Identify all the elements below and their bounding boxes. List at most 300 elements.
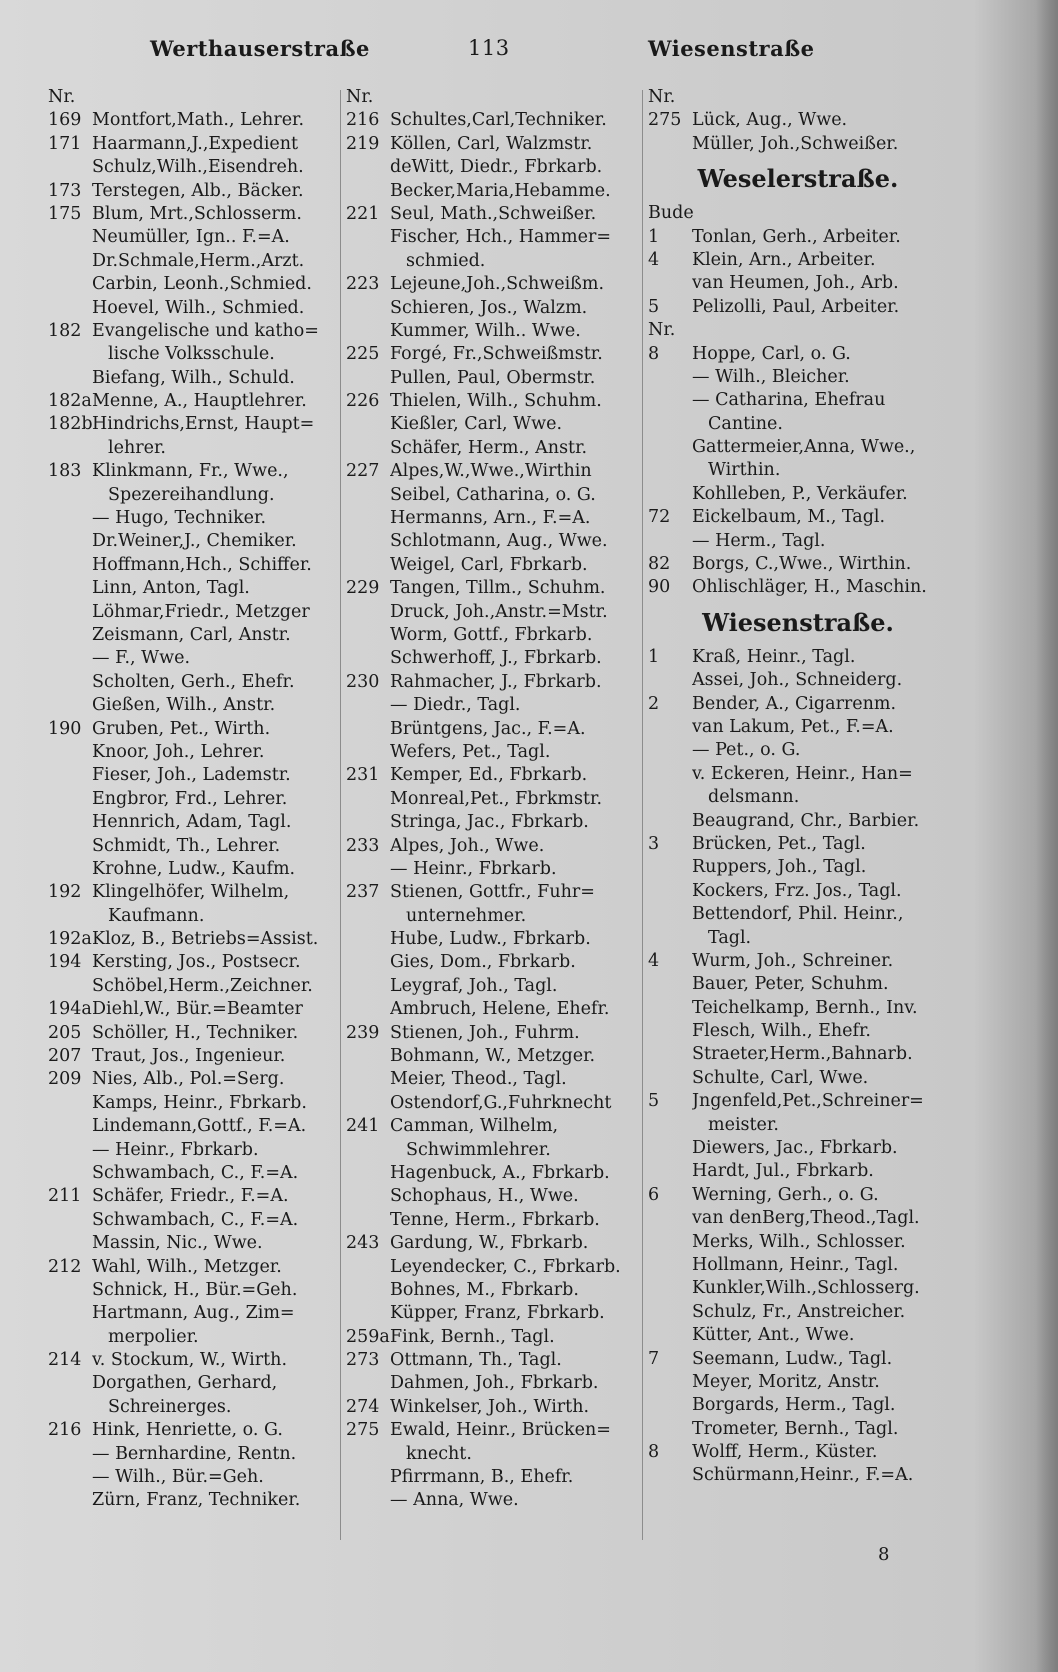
directory-entry <box>346 647 636 670</box>
house-number <box>648 1043 692 1066</box>
resident-entry: Bohnes, M., Fbrkarb. <box>390 1279 579 1300</box>
resident-entry: — Wilh., Bür.=Geh. <box>92 1467 264 1488</box>
resident-entry: Thielen, Wilh., Schuhm. <box>390 391 602 412</box>
resident-entry: Stringa, Jac., Fbrkarb. <box>390 812 589 833</box>
directory-entry <box>648 1254 948 1277</box>
resident-entry: Worm, Gottf., Fbrkarb. <box>390 624 593 645</box>
resident-entry: Müller, Joh.,Schweißer. <box>692 133 899 154</box>
directory-entry <box>346 998 636 1021</box>
resident-entry: Stienen, Joh., Fuhrm. <box>390 1022 580 1043</box>
resident-entry: v. Eckeren, Heinr., Han= <box>692 763 913 784</box>
directory-entry <box>346 601 636 624</box>
directory-entry <box>648 1067 948 1090</box>
resident-entry: Flesch, Wilh., Ehefr. <box>692 1021 871 1042</box>
directory-entry <box>346 1443 636 1466</box>
directory-entry <box>346 1466 636 1489</box>
house-number <box>648 133 692 156</box>
directory-entry <box>48 741 338 764</box>
resident-entry: Hindrichs,Ernst, Haupt= <box>92 414 315 435</box>
directory-entry <box>48 1068 338 1091</box>
directory-entry <box>48 1045 338 1068</box>
resident-entry: Straeter,Herm.,Bahnarb. <box>692 1044 913 1065</box>
house-number: 192 <box>48 882 82 903</box>
directory-entry <box>648 202 948 225</box>
directory-entry <box>346 1419 636 1442</box>
directory-entry <box>346 1256 636 1279</box>
resident-entry: Dr.Schmale,Herm.,Arzt. <box>92 250 305 271</box>
directory-entry <box>48 928 338 951</box>
resident-entry: Terstegen, Alb., Bäcker. <box>92 180 304 201</box>
resident-entry: Druck, Joh.,Anstr.=Mstr. <box>390 601 608 622</box>
house-number <box>648 1464 692 1487</box>
resident-entry: Kemper, Ed., Fbrkarb. <box>390 765 588 786</box>
directory-entry <box>48 484 338 507</box>
resident-entry: Haarmann,J.,Expedient <box>92 133 299 154</box>
directory-entry <box>346 741 636 764</box>
resident-entry: Becker,Maria,Hebamme. <box>390 180 611 201</box>
resident-entry: van Heumen, Joh., Arb. <box>692 273 899 294</box>
house-number <box>48 577 92 600</box>
resident-entry: Evangelische und katho= <box>92 320 319 341</box>
directory-entry <box>48 297 338 320</box>
house-number <box>48 788 92 811</box>
house-number: 190 <box>48 718 82 739</box>
directory-entry <box>648 576 948 599</box>
resident-entry: Meyer, Moritz, Anstr. <box>692 1371 880 1392</box>
directory-entry <box>48 109 338 132</box>
directory-entry <box>48 671 338 694</box>
directory-entry <box>48 1419 338 1442</box>
resident-entry: Weigel, Carl, Fbrkarb. <box>390 554 588 575</box>
resident-entry: Seemann, Ludw., Tagl. <box>692 1348 893 1369</box>
resident-entry: Nies, Alb., Pol.=Serg. <box>92 1069 285 1090</box>
directory-entry <box>48 975 338 998</box>
directory-entry <box>48 507 338 530</box>
house-number <box>648 1371 692 1394</box>
house-number: 5 <box>648 1091 660 1112</box>
directory-entry <box>48 1209 338 1232</box>
house-number: 231 <box>346 765 380 786</box>
directory-entry <box>346 1115 636 1138</box>
resident-entry: Tangen, Tillm., Schuhm. <box>390 578 606 599</box>
resident-entry: Borgs, C.,Wwe., Wirthin. <box>692 554 912 575</box>
resident-entry: Gießen, Wilh., Anstr. <box>92 695 276 716</box>
house-number <box>346 788 390 811</box>
directory-entry <box>648 856 948 879</box>
directory-entry <box>648 1114 948 1137</box>
house-number <box>346 250 390 273</box>
directory-entry <box>648 249 948 272</box>
directory-entry <box>346 764 636 787</box>
directory-entry <box>346 250 636 273</box>
directory-entry <box>346 905 636 928</box>
house-number: 243 <box>346 1233 380 1254</box>
house-number <box>346 601 390 624</box>
house-number: 169 <box>48 110 82 131</box>
house-number <box>346 507 390 530</box>
resident-entry: Winkelser, Joh., Wirth. <box>390 1396 590 1417</box>
directory-entry <box>648 1184 948 1207</box>
directory-entry <box>648 997 948 1020</box>
house-number <box>48 624 92 647</box>
resident-entry: Lejeune,Joh.,Schweißm. <box>390 274 605 295</box>
house-number <box>346 647 390 670</box>
directory-entry <box>346 928 636 951</box>
resident-entry: Kraß, Heinr., Tagl. <box>692 646 856 667</box>
resident-entry: Eickelbaum, M., Tagl. <box>692 507 886 528</box>
directory-entry <box>48 951 338 974</box>
directory-entry <box>346 718 636 741</box>
directory-entry <box>346 694 636 717</box>
resident-entry: Alpes, Joh., Wwe. <box>390 835 545 856</box>
directory-entry <box>346 881 636 904</box>
resident-entry: Alpes,W.,Wwe.,Wirthin <box>390 461 592 482</box>
resident-entry: Spezereihandlung. <box>108 484 275 505</box>
house-number <box>346 413 390 436</box>
resident-entry: Dr.Weiner,J., Chemiker. <box>92 531 297 552</box>
house-number <box>48 1279 92 1302</box>
resident-entry: Schulz,Wilh.,Eisendreh. <box>92 157 304 178</box>
directory-entry <box>346 86 636 109</box>
house-number: 219 <box>346 133 380 154</box>
house-number: 1 <box>648 226 660 247</box>
resident-entry <box>694 202 948 225</box>
directory-entry <box>648 272 948 295</box>
resident-entry: Schwambach, C., F.=A. <box>92 1209 299 1230</box>
directory-entry <box>346 1162 636 1185</box>
resident-entry: Ottmann, Th., Tagl. <box>390 1350 562 1371</box>
house-number <box>648 1324 692 1347</box>
resident-entry: Brüntgens, Jac., F.=A. <box>390 718 586 739</box>
house-number: 8 <box>648 1442 660 1463</box>
house-number <box>648 459 692 482</box>
house-number <box>648 436 692 459</box>
directory-entry <box>648 226 948 249</box>
directory-entry <box>346 858 636 881</box>
resident-entry: Massin, Nic., Wwe. <box>92 1233 263 1254</box>
resident-entry: Klinkmann, Fr., Wwe., <box>92 461 289 482</box>
resident-entry: schmied. <box>406 250 486 271</box>
running-header <box>150 36 950 72</box>
directory-entry <box>346 484 636 507</box>
resident-entry: Diewers, Jac., Fbrkarb. <box>692 1138 898 1159</box>
resident-entry: Schlotmann, Aug., Wwe. <box>390 531 608 552</box>
house-number: 82 <box>648 554 671 575</box>
directory-entry <box>48 881 338 904</box>
directory-entry <box>346 1185 636 1208</box>
resident-entry: meister. <box>708 1114 779 1135</box>
resident-entry: Jngenfeld,Pet.,Schreiner= <box>692 1091 924 1112</box>
resident-entry: Tonlan, Gerh., Arbeiter. <box>692 226 901 247</box>
house-number <box>48 1232 92 1255</box>
house-number <box>346 1256 390 1279</box>
resident-entry: Zeismann, Carl, Anstr. <box>92 624 291 645</box>
house-number <box>48 507 92 530</box>
resident-entry: Traut, Jos., Ingenieur. <box>92 1046 286 1067</box>
resident-entry: Bohmann, W., Metzger. <box>390 1046 596 1067</box>
directory-entry <box>48 320 338 343</box>
directory-entry <box>648 763 948 786</box>
house-number <box>346 554 390 577</box>
resident-entry: Schäfer, Friedr., F.=A. <box>92 1186 289 1207</box>
directory-entry <box>48 554 338 577</box>
resident-entry: Kütter, Ant., Wwe. <box>692 1325 855 1346</box>
resident-entry: Schäfer, Herm., Anstr. <box>390 437 588 458</box>
directory-entry <box>346 1349 636 1372</box>
house-number <box>48 811 92 834</box>
house-number <box>346 180 390 203</box>
directory-entry <box>346 1209 636 1232</box>
directory-entry <box>346 460 636 483</box>
header-left-street: Werthauserstraße <box>150 36 370 61</box>
directory-entry <box>648 296 948 319</box>
directory-entry <box>648 506 948 529</box>
house-number <box>48 741 92 764</box>
directory-entry <box>48 1162 338 1185</box>
resident-entry: Biefang, Wilh., Schuld. <box>92 367 295 388</box>
directory-entry <box>48 1022 338 1045</box>
house-number <box>648 1067 692 1090</box>
house-number <box>346 530 390 553</box>
resident-entry: Tenne, Herm., Fbrkarb. <box>390 1209 600 1230</box>
resident-entry: Schöbel,Herm.,Zeichner. <box>92 975 313 996</box>
house-number <box>346 1092 390 1115</box>
directory-entry <box>648 1441 948 1464</box>
resident-entry: — Wilh., Bleicher. <box>692 366 850 387</box>
house-number <box>346 1443 390 1466</box>
directory-entry <box>48 86 338 109</box>
directory-entry <box>648 1231 948 1254</box>
directory-entry <box>346 343 636 366</box>
house-number <box>346 741 390 764</box>
resident-entry: Lindemann,Gottf., F.=A. <box>92 1116 307 1137</box>
resident-entry: — F., Wwe. <box>92 648 191 669</box>
directory-entry <box>48 1139 338 1162</box>
resident-entry: Pullen, Paul, Obermstr. <box>390 367 596 388</box>
directory-entry <box>648 1137 948 1160</box>
house-number: 230 <box>346 671 380 692</box>
street-name: Wiesenstraße. <box>702 607 894 637</box>
resident-entry: Schmidt, Th., Lehrer. <box>92 835 281 856</box>
house-number <box>346 156 390 179</box>
house-number: 207 <box>48 1046 82 1067</box>
house-number <box>346 858 390 881</box>
resident-entry: Gattermeier,Anna, Wwe., <box>692 437 916 458</box>
resident-entry: Pfirrmann, B., Ehefr. <box>390 1467 574 1488</box>
resident-entry: deWitt, Diedr., Fbrkarb. <box>390 157 603 178</box>
resident-entry <box>692 86 948 109</box>
resident-entry: Kockers, Frz. Jos., Tagl. <box>692 880 902 901</box>
directory-entry <box>648 1394 948 1417</box>
house-number: 216 <box>346 110 380 131</box>
house-number <box>346 226 390 249</box>
house-number: 7 <box>648 1348 660 1369</box>
resident-entry: Ambruch, Helene, Ehefr. <box>390 999 610 1020</box>
house-number: 4 <box>648 950 660 971</box>
directory-entry <box>48 1443 338 1466</box>
resident-entry: Bender, A., Cigarrenm. <box>692 693 897 714</box>
directory-column-1 <box>48 86 338 1513</box>
house-number: 233 <box>346 835 380 856</box>
house-number: 182b <box>48 414 93 435</box>
resident-entry: Teichelkamp, Bernh., Inv. <box>692 997 918 1018</box>
directory-entry <box>648 436 948 459</box>
directory-entry <box>648 950 948 973</box>
resident-entry: Kohlleben, P., Verkäufer. <box>692 483 908 504</box>
house-number: 273 <box>346 1350 380 1371</box>
resident-entry: lische Volksschule. <box>108 344 275 365</box>
directory-entry <box>648 319 948 342</box>
directory-entry <box>48 1489 338 1512</box>
directory-entry <box>346 530 636 553</box>
resident-entry: Knoor, Joh., Lehrer. <box>92 741 265 762</box>
directory-entry <box>48 367 338 390</box>
house-number <box>648 810 692 833</box>
resident-entry: Kersting, Jos., Postsecr. <box>92 952 301 973</box>
directory-entry <box>648 903 948 926</box>
directory-entry <box>648 553 948 576</box>
directory-entry <box>648 646 948 669</box>
directory-entry <box>48 694 338 717</box>
resident-entry <box>390 86 636 109</box>
directory-entry <box>346 1372 636 1395</box>
house-number <box>48 671 92 694</box>
house-number: 241 <box>346 1116 380 1137</box>
house-number <box>48 437 92 460</box>
directory-entry <box>346 297 636 320</box>
house-number <box>648 927 692 950</box>
house-number <box>48 835 92 858</box>
house-number <box>648 1114 692 1137</box>
directory-entry <box>48 250 338 273</box>
house-number: 194a <box>48 999 92 1020</box>
house-number <box>346 367 390 390</box>
directory-entry <box>648 810 948 833</box>
resident-entry: Hartmann, Aug., Zim= <box>92 1303 295 1324</box>
page-edge-shadow <box>1036 0 1058 1672</box>
house-number: Nr. <box>346 87 374 107</box>
house-number <box>346 905 390 928</box>
house-number <box>648 903 692 926</box>
directory-entry <box>648 109 948 132</box>
directory-entry <box>346 1139 636 1162</box>
resident-entry: Krohne, Ludw., Kaufm. <box>92 858 296 879</box>
house-number <box>48 1139 92 1162</box>
directory-entry <box>48 788 338 811</box>
directory-entry <box>48 1279 338 1302</box>
directory-entry <box>346 1068 636 1091</box>
resident-entry: Zürn, Franz, Techniker. <box>92 1490 301 1511</box>
directory-entry <box>346 109 636 132</box>
resident-entry: knecht. <box>406 1443 472 1464</box>
resident-entry: Leygraf, Joh., Tagl. <box>390 975 558 996</box>
directory-entry <box>48 133 338 156</box>
resident-entry: Schieren, Jos., Walzm. <box>390 297 588 318</box>
resident-entry: Gruben, Pet., Wirth. <box>92 718 271 739</box>
resident-entry: Hoevel, Wilh., Schmied. <box>92 297 305 318</box>
resident-entry: Leyendecker, C., Fbrkarb. <box>390 1256 621 1277</box>
directory-entry <box>346 835 636 858</box>
resident-entry: — Diedr., Tagl. <box>390 695 521 716</box>
resident-entry: Meier, Theod., Tagl. <box>390 1069 567 1090</box>
resident-entry: Forgé, Fr.,Schweißmstr. <box>390 344 603 365</box>
resident-entry: Montfort,Math., Lehrer. <box>92 110 305 131</box>
house-number: 259a <box>346 1326 390 1347</box>
resident-entry: Hink, Henriette, o. G. <box>92 1420 283 1441</box>
resident-entry: Rahmacher, J., Fbrkarb. <box>390 671 602 692</box>
resident-entry: merpolier. <box>108 1326 199 1347</box>
resident-entry: Trometer, Bernh., Tagl. <box>692 1418 899 1439</box>
directory-entry <box>648 1043 948 1066</box>
house-number <box>346 718 390 741</box>
directory-entry <box>346 577 636 600</box>
resident-entry: Schnick, H., Bür.=Geh. <box>92 1279 298 1300</box>
directory-entry <box>48 601 338 624</box>
directory-entry <box>346 437 636 460</box>
resident-entry: Löhmar,Friedr., Metzger <box>92 601 310 622</box>
house-number <box>48 297 92 320</box>
street-heading <box>648 156 948 202</box>
directory-entry <box>48 180 338 203</box>
directory-entry <box>346 1045 636 1068</box>
column-divider <box>642 90 643 1540</box>
directory-entry <box>648 1348 948 1371</box>
directory-entry <box>48 1256 338 1279</box>
house-number <box>48 343 92 366</box>
house-number <box>648 1254 692 1277</box>
resident-entry: Tagl. <box>708 927 752 948</box>
house-number <box>648 997 692 1020</box>
directory-entry <box>346 1232 636 1255</box>
house-number <box>346 975 390 998</box>
house-number <box>48 694 92 717</box>
directory-entry <box>48 530 338 553</box>
house-number <box>648 716 692 739</box>
house-number <box>648 1020 692 1043</box>
resident-entry: Hardt, Jul., Fbrkarb. <box>692 1161 874 1182</box>
directory-entry <box>48 998 338 1021</box>
house-number <box>48 764 92 787</box>
resident-entry: Hube, Ludw., Fbrkarb. <box>390 929 591 950</box>
resident-entry: Assei, Joh., Schneiderg. <box>692 670 903 691</box>
directory-entry <box>48 577 338 600</box>
resident-entry: Schürmann,Heinr., F.=A. <box>692 1465 914 1486</box>
house-number: Nr. <box>48 87 76 107</box>
house-number <box>346 624 390 647</box>
directory-entry <box>346 273 636 296</box>
house-number <box>648 786 692 809</box>
directory-entry <box>648 1371 948 1394</box>
house-number <box>648 1277 692 1300</box>
house-number <box>346 297 390 320</box>
resident-entry: Linn, Anton, Tagl. <box>92 578 250 599</box>
house-number <box>346 1279 390 1302</box>
directory-entry <box>48 905 338 928</box>
house-number <box>346 928 390 951</box>
resident-entry: Ruppers, Joh., Tagl. <box>692 857 867 878</box>
resident-entry: Wefers, Pet., Tagl. <box>390 741 551 762</box>
directory-entry <box>48 203 338 226</box>
resident-entry: Fink, Bernh., Tagl. <box>390 1326 555 1347</box>
resident-entry: Hagenbuck, A., Fbrkarb. <box>390 1162 610 1183</box>
directory-entry <box>48 226 338 249</box>
house-number <box>648 1137 692 1160</box>
house-number <box>48 156 92 179</box>
house-number: 214 <box>48 1350 82 1371</box>
resident-entry: Lück, Aug., Wwe. <box>692 110 848 131</box>
signature-mark: 8 <box>878 1544 890 1565</box>
resident-entry: Gardung, W., Fbrkarb. <box>390 1233 589 1254</box>
